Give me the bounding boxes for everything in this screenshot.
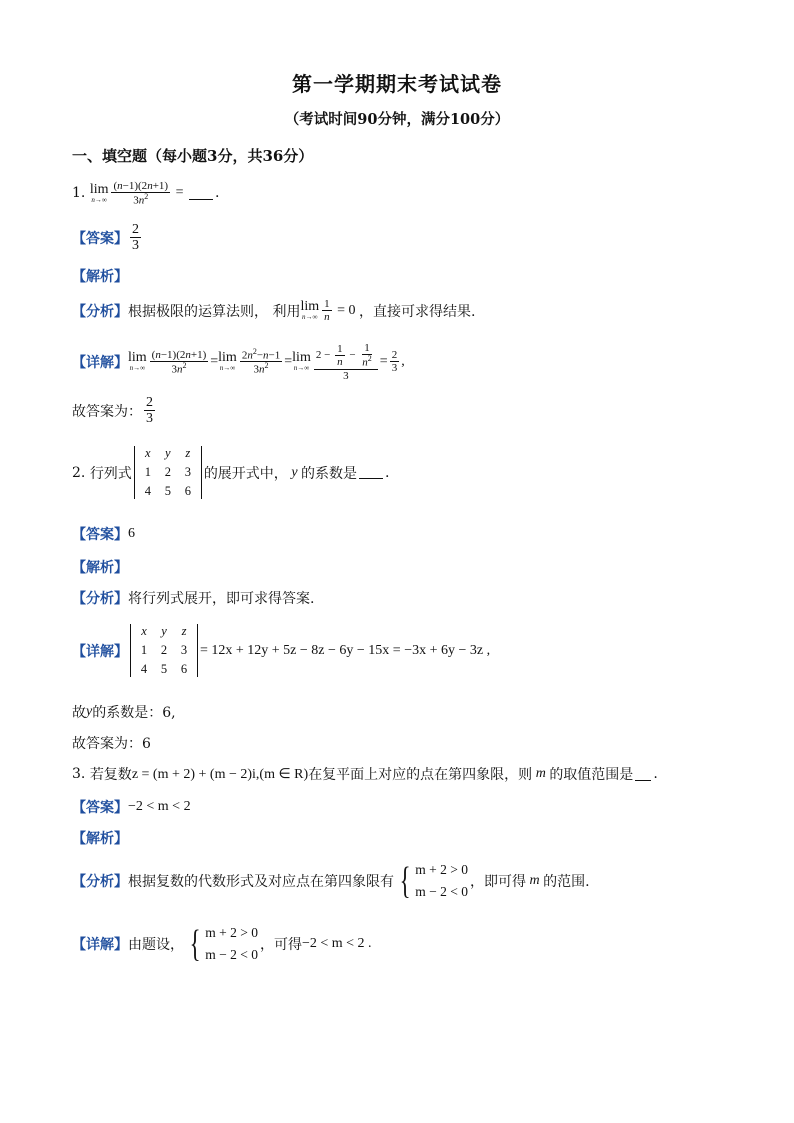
question-1: 1. lim n→∞ $\frac{(n-1)(2n+1)}{3n^2}$ = . [72, 180, 220, 207]
determinant: x y z 1 2 3 4 5 6 [134, 446, 202, 499]
question-number: 2. [72, 464, 86, 481]
q3-detail-row: 【详解】 由题设， { m + 2 > 0 m − 2 < 0 ，可得 −2 < m < 2 . [72, 923, 372, 965]
q1-answer-row [72, 222, 143, 254]
answer-blank [359, 466, 383, 479]
limit-operator: lim n→∞ [89, 181, 109, 204]
inequality-system: { m + 2 > 0 m − 2 < 0 [399, 860, 468, 902]
page-title: 第一学期期末考试试卷 [292, 72, 502, 96]
q3-answer-row: 【答案】 −2 < m < 2 [72, 799, 191, 816]
determinant: x y z 1 2 3 4 5 6 [130, 624, 198, 677]
q1-analysis-label: 【解析】 [72, 269, 128, 285]
answer-blank [635, 768, 651, 781]
section-heading: 一、填空题（每小题3分，共36分） [72, 147, 314, 165]
q2-fenxi-row: 【分析】 将行列式展开，即可求得答案. [72, 591, 315, 607]
q1-answer-fraction: $\frac{2}{3}$ [132, 222, 139, 254]
q2-final-row: 故答案为：6 [72, 736, 151, 752]
q1-fenxi-row: 【分析】 根据极限的运算法则， 利用 lim n→∞ $\frac{1}{n}$ = 0 ，直接可求得结果. [72, 298, 476, 324]
page-subtitle: （考试时间90分钟，满分100分） [284, 111, 510, 128]
answer-blank [189, 187, 213, 200]
q2-detail-row: 【详解】 x y z 1 2 3 4 5 6 = 12x + 12y + 5z − 8z − 6y − 15x = −3x + 6y − 3z , [72, 624, 491, 676]
question-3: 3. 若复数 z = (m + 2) + (m − 2)i,(m ∈ R) 在复平面上对应的点在第四象限，则 m 的取值范围是 . [72, 766, 658, 783]
question-number: 3. [72, 766, 86, 782]
q2-answer-row: 【答案】 6 [72, 526, 135, 543]
question-number: 1. [72, 185, 86, 202]
q2-analysis-label: 【解析】 [72, 560, 128, 576]
q2-coef-row: 故 y 的系数是：6, [72, 704, 176, 721]
question-2: 2. 行列式 x y z 1 2 3 4 5 6 的展开式中， y 的系数是 . [72, 446, 390, 498]
q3-fenxi-row: 【分析】 根据复数的代数形式及对应点在第四象限有 { m + 2 > 0 m − 2 < 0 ，即可得 m 的范围. [72, 860, 590, 902]
q1-fraction: $\frac{(n-1)(2n+1)}{3n^2}$ [113, 180, 169, 207]
inequality-system: { m + 2 > 0 m − 2 < 0 [189, 923, 258, 965]
q3-analysis-label: 【解析】 [72, 831, 128, 847]
q1-detail-row: 【详解】 lim n→∞ $\frac{(n-1)(2n+1)}{3n^2}$ = lim n→∞ $\frac{2n^2-n-1}{3n^2}$ = lim n→∞ 2 − $\frac{1}{n}$ − $\frac{1}{n^2}$ 3 = $\frac{2}{3}$ , [72, 342, 405, 382]
answer-label: 【答案】 [72, 230, 128, 247]
q1-final-row: 故答案为： $\frac{2}{3}$ [72, 395, 153, 427]
